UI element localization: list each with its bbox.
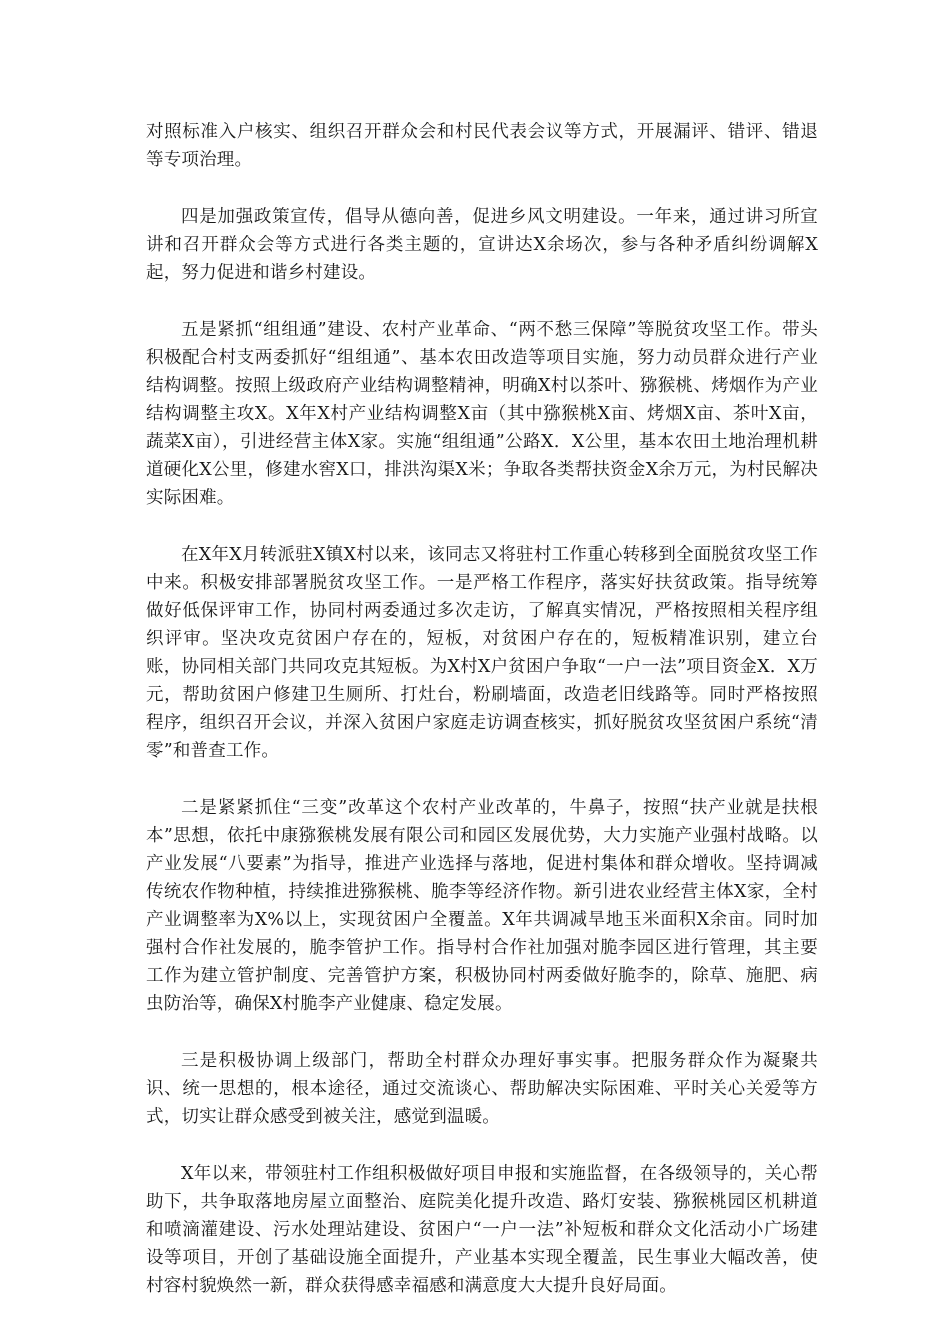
paragraph-2: 四是加强政策宣传，倡导从德向善，促进乡风文明建设。一年来，通过讲习所宣讲和召开群众会等方式进行各类主题的，宣讲达X余场次，参与各种矛盾纠纷调解X起，努力促进和谐乡村建设。 [146, 207, 818, 283]
paragraph-4: 在X年X月转派驻X镇X村以来，该同志又将驻村工作重心转移到全面脱贫攻坚工作中来。积极安排部署脱贫攻坚工作。一是严格工作程序，落实好扶贫政策。指导统筹做好低保评审工作，协同村两委通过多次走访，了解真实情况，严格按照相关程序组织评审。坚决攻克贫困户存在的，短板，对贫困户存在的，短板精准识别，建立台账，协同相关部门共同攻克其短板。为X村X户贫困户争取“一户一法”项目资金X．X万元，帮助贫困户修建卫生厕所、打灶台，粉刷墙面，改造老旧线路等。同时严格按照程序，组织召开会议，并深入贫困户家庭走访调查核实，抓好脱贫攻坚贫困户系统“清零”和普查工作。 [146, 545, 818, 761]
paragraph-5: 二是紧紧抓住“三变”改革这个农村产业改革的，牛鼻子，按照“扶产业就是扶根本”思想，依托中康猕猴桃发展有限公司和园区发展优势，大力实施产业强村战略。以产业发展“八要素”为指导，推进产业选择与落地，促进村集体和群众增收。坚持调减传统农作物种植，持续推进猕猴桃、脆李等经济作物。新引进农业经营主体X家，全村产业调整率为X%以上，实现贫困户全覆盖。X年共调减旱地玉米面积X余亩。同时加强村合作社发展的，脆李管护工作。指导村合作社加强对脆李园区进行管理，其主要工作为建立管护制度、完善管护方案，积极协同村两委做好脆李的，除草、施肥、病虫防治等，确保X村脆李产业健康、稳定发展。 [146, 798, 818, 1014]
paragraph-7: X年以来，带领驻村工作组积极做好项目申报和实施监督，在各级领导的，关心帮助下，共争取落地房屋立面整治、庭院美化提升改造、路灯安装、猕猴桃园区机耕道和喷滴灌建设、污水处理站建设、贫困户“一户一法”补短板和群众文化活动小广场建设等项目，开创了基础设施全面提升，产业基本实现全覆盖，民生事业大幅改善，使村容村貌焕然一新，群众获得感幸福感和满意度大大提升良好局面。 [146, 1164, 818, 1296]
document-body [146, 118, 818, 1329]
paragraph-1: 对照标准入户核实、组织召开群众会和村民代表会议等方式，开展漏评、错评、错退等专项治理。 [146, 122, 818, 170]
paragraph-3: 五是紧抓“组组通”建设、农村产业革命、“两不愁三保障”等脱贫攻坚工作。带头积极配合村支两委抓好“组组通”、基本农田改造等项目实施，努力动员群众进行产业结构调整。按照上级政府产业结构调整精神，明确X村以茶叶、猕猴桃、烤烟作为产业结构调整主攻X。X年X村产业结构调整X亩（其中猕猴桃X亩、烤烟X亩、茶叶X亩，蔬菜X亩），引进经营主体X家。实施“组组通”公路X．X公里，基本农田土地治理机耕道硬化X公里，修建水窖X口，排洪沟渠X米；争取各类帮扶资金X余万元，为村民解决实际困难。 [146, 320, 818, 508]
paragraph-6: 三是积极协调上级部门，帮助全村群众办理好事实事。把服务群众作为凝聚共识、统一思想的，根本途径，通过交流谈心、帮助解决实际困难、平时关心关爱等方式，切实让群众感受到被关注，感觉到温暖。 [146, 1051, 818, 1127]
